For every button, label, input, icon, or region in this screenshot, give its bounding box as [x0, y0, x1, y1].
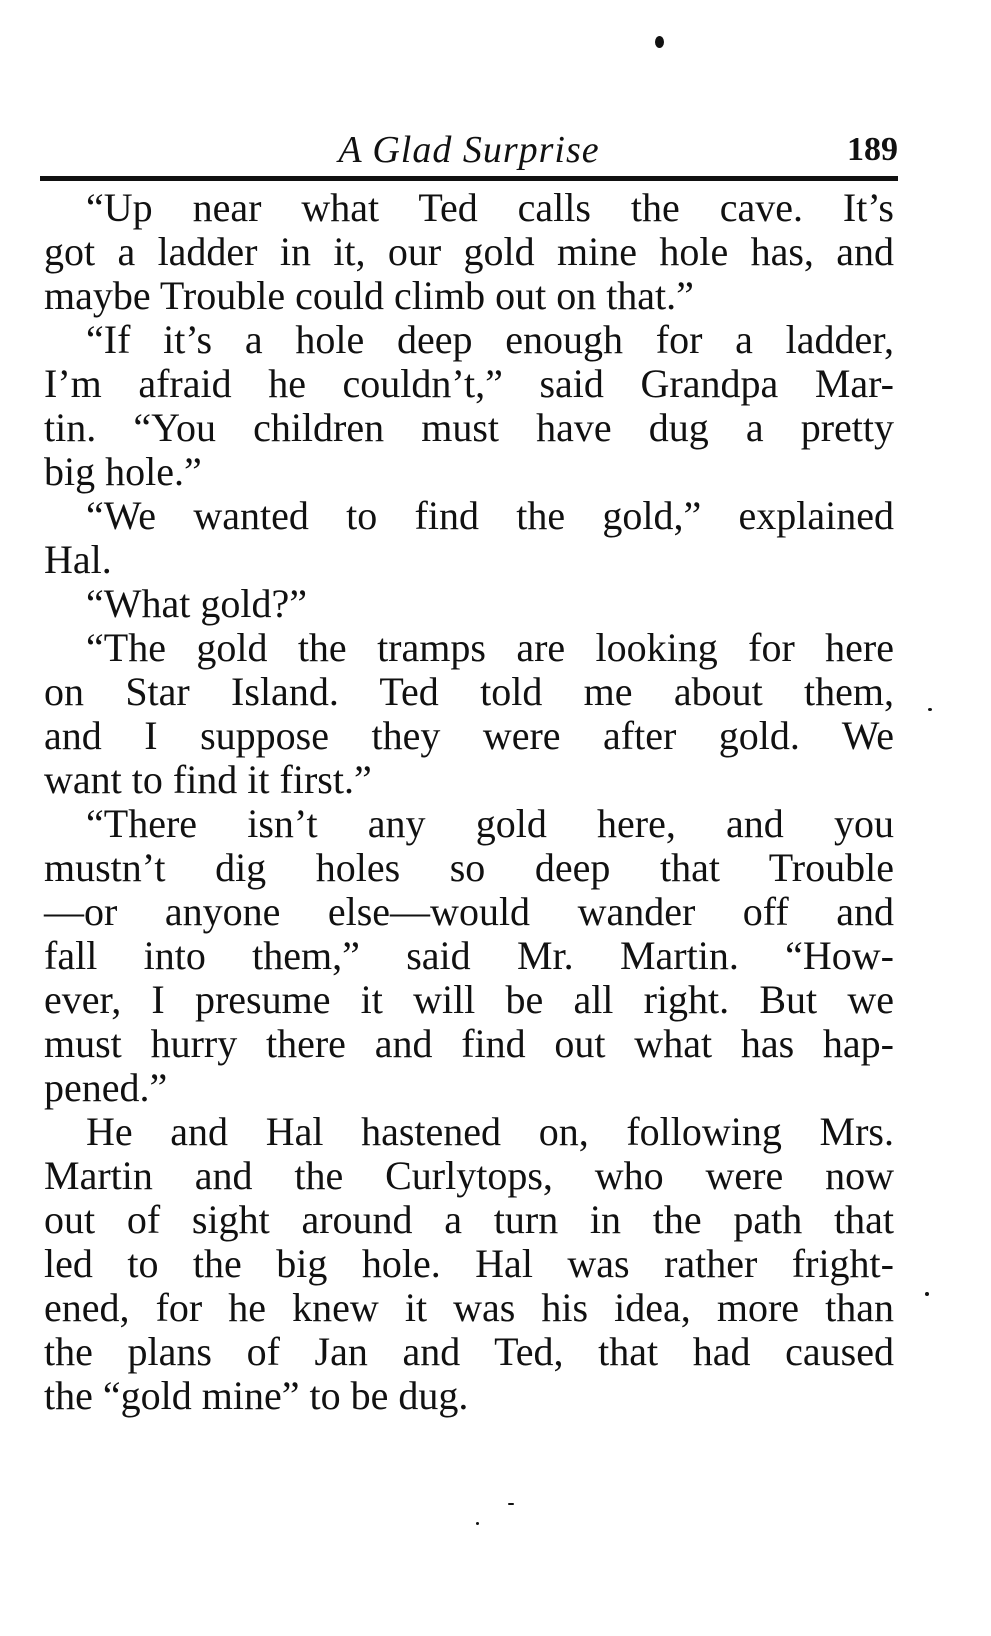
text-line: must hurry there and find out what has hap-	[44, 1021, 894, 1066]
text-line: out of sight around a turn in the path that	[44, 1197, 894, 1242]
page-header	[40, 128, 898, 172]
ink-speck	[476, 1522, 479, 1525]
text-line: “The gold the tramps are looking for here	[86, 625, 894, 670]
text-line: “Up near what Ted calls the cave. It’s	[86, 185, 894, 230]
text-line: led to the big hole. Hal was rather fright-	[44, 1241, 894, 1286]
text-line: the plans of Jan and Ted, that had caused	[44, 1329, 894, 1374]
running-title: A Glad Surprise	[338, 129, 600, 171]
header-rule	[40, 176, 898, 181]
text-line: ened, for he knew it was his idea, more than	[44, 1285, 894, 1330]
text-line: big hole.”	[44, 449, 202, 494]
text-line: I’m afraid he couldn’t,” said Grandpa Mar-	[44, 361, 894, 406]
ink-speck	[925, 1292, 929, 1296]
text-line: “What gold?”	[86, 581, 307, 626]
text-line: the “gold mine” to be dug.	[44, 1373, 469, 1418]
text-line: pened.”	[44, 1065, 168, 1110]
text-line: “There isn’t any gold here, and you	[86, 801, 894, 846]
text-line: got a ladder in it, our gold mine hole has, and	[44, 229, 894, 274]
text-line: tin. “You children must have dug a pretty	[44, 405, 894, 450]
text-line: and I suppose they were after gold. We	[44, 713, 894, 758]
text-line: want to find it first.”	[44, 757, 372, 802]
text-line: —or anyone else—would wander off and	[44, 889, 894, 934]
ink-speck	[655, 36, 664, 48]
text-line: Hal.	[44, 537, 112, 582]
text-line: Martin and the Curlytops, who were now	[44, 1153, 894, 1198]
page-number: 189	[847, 131, 898, 168]
text-line: ever, I presume it will be all right. But we	[44, 977, 894, 1022]
ink-speck	[508, 1503, 514, 1505]
text-line: on Star Island. Ted told me about them,	[44, 669, 894, 714]
text-line: “If it’s a hole deep enough for a ladder,	[86, 317, 894, 362]
text-line: mustn’t dig holes so deep that Trouble	[44, 845, 894, 890]
text-line: maybe Trouble could climb out on that.”	[44, 273, 694, 318]
text-line: He and Hal hastened on, following Mrs.	[86, 1109, 894, 1154]
body-text	[44, 186, 894, 1418]
text-line: “We wanted to find the gold,” explained	[86, 493, 894, 538]
ink-speck	[928, 708, 932, 711]
text-line: fall into them,” said Mr. Martin. “How-	[44, 933, 894, 978]
